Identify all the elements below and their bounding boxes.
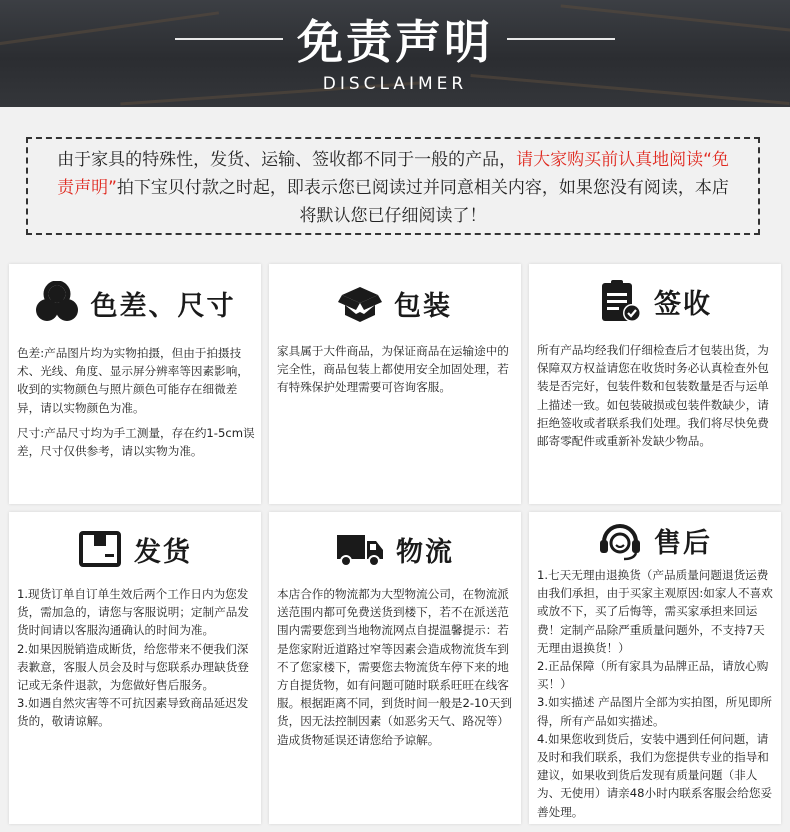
title-row: [0, 10, 790, 68]
clipboard-check-icon: [598, 279, 642, 323]
card-paragraph: 4.如果您收到货后，安装中遇到任何问题，请及时和我们联系，我们为您提供专业的指导和建议，如果收到货后发现有质量问题（非人为、无使用）请亲48小时内联系客服会给您妥善处理。: [537, 731, 773, 819]
card-paragraph: 1.现货订单自订单生效后两个工作日内为您发货，需加急的，请您与客服说明；定制产品发货时间请以客服沟通确认的时间为准。: [17, 587, 249, 638]
title-line-left: [175, 38, 283, 40]
card-paragraph: 色差:产品图片均为实物拍摄，但由于拍摄技术、光线、角度、显示屏分辨率等因素影响，收到的实物颜色与照片颜色可能存在细微差异，请以实物颜色为准。: [17, 346, 249, 415]
card-paragraph: 2.如果因脱销造成断货，给您带来不便我们深表歉意，客服人员会及时与您联系办理缺货登记或无条件退款，为您做好售后服务。: [17, 641, 249, 693]
box-icon: [338, 281, 382, 325]
card-after-sales: [529, 512, 781, 824]
card-header: [269, 281, 521, 325]
card-body: [17, 344, 255, 460]
card-paragraph: 所有产品均经我们仔细检查后才包装出货，为保障双方权益请您在收货时务必认真检查外包装是否完好，包装件数和包装数量是否与运单上描述一致。如包装破损或包装件数缺少，请拒绝签收或者联系我们处理。我们将尽快免费邮寄零配件或重新补发缺少物品。: [537, 343, 769, 449]
card-body: [277, 585, 515, 749]
color-circles-icon: [35, 281, 79, 325]
truck-icon: [336, 527, 384, 571]
notice-box: [26, 137, 760, 235]
card-paragraph: 家具属于大件商品，为保证商品在运输途中的完全性，商品包装上都使用安全加固处理，若有特殊保护处理需要可咨询客服。: [277, 344, 509, 395]
card-sign: [529, 264, 781, 504]
package-box-icon: [78, 527, 122, 571]
card-title: 色差、尺寸: [90, 290, 236, 322]
card-header: [529, 518, 781, 562]
card-header: [9, 281, 261, 325]
notice-text-end: 拍下宝贝付款之时起，即表示您已阅读过并同意相关内容，如果您没有阅读，本店将默认您已仔细阅读了！: [116, 178, 729, 226]
card-paragraph: 尺寸:产品尺寸均为手工测量，存在约1-5cm误差，尺寸仅供参考，请以实物为准。: [17, 425, 255, 459]
card-paragraph: 3.如遇自然灾害等不可抗因素导致商品延迟发货的，敬请谅解。: [17, 696, 249, 729]
page-subtitle: DISCLAIMER: [322, 74, 468, 94]
card-body: [537, 566, 775, 821]
card-color-size: [9, 264, 261, 504]
card-title: 签收: [654, 288, 712, 320]
card-title: 包装: [394, 290, 452, 322]
header-banner: [0, 0, 790, 107]
card-logistics: [269, 512, 521, 824]
card-title: 物流: [396, 536, 454, 568]
card-title: 售后: [654, 527, 712, 559]
card-paragraph: 本店合作的物流都为大型物流公司，在物流派送范围内都可免费送货到楼下，若不在派送范围内需要您到当地物流网点自提温馨提示：若是您家附近道路过窄等因素会造成物流货车到不了您家楼下，需要您去物流货车停下来的地方自提货物，如有问题可随时联系旺旺在线客服。根据距离不同，到货时间一般是2-10天到货，因无法控制因素（如恶劣天气、路况等）造成货物延误还请您给予谅解。: [277, 587, 513, 747]
card-title: 发货: [134, 536, 192, 568]
card-shipping: [9, 512, 261, 824]
card-body: [17, 585, 255, 731]
notice-highlight: 请大家购买前认真地阅读“免责声明”: [57, 150, 729, 198]
notice-text: 由于家具的特殊性，发货、运输、签收都不同于一般的产品，: [57, 150, 517, 170]
card-body: [537, 341, 775, 450]
card-paragraph: 1.七天无理由退换货（产品质量问题退货运费由我们承担，由于买家主观原因:如家人不喜欢或放不下，买了后悔等，需买家承担来回运费！定制产品除严重质量问题外，不支持7天无理由退换货！）: [537, 568, 773, 655]
headset-icon: [598, 518, 642, 562]
card-header: [269, 527, 521, 571]
title-line-right: [507, 38, 615, 40]
card-body: [277, 342, 515, 397]
card-header: [9, 527, 261, 571]
page-title: 免责声明: [297, 15, 493, 69]
card-header: [529, 279, 781, 323]
card-package: [269, 264, 521, 504]
card-paragraph: 2.正品保障（所有家具为品牌正品，请放心购买！）: [537, 659, 769, 692]
card-paragraph: 3.如实描述 产品图片全部为实拍图，所见即所得，所有产品如实描述。: [537, 695, 773, 728]
